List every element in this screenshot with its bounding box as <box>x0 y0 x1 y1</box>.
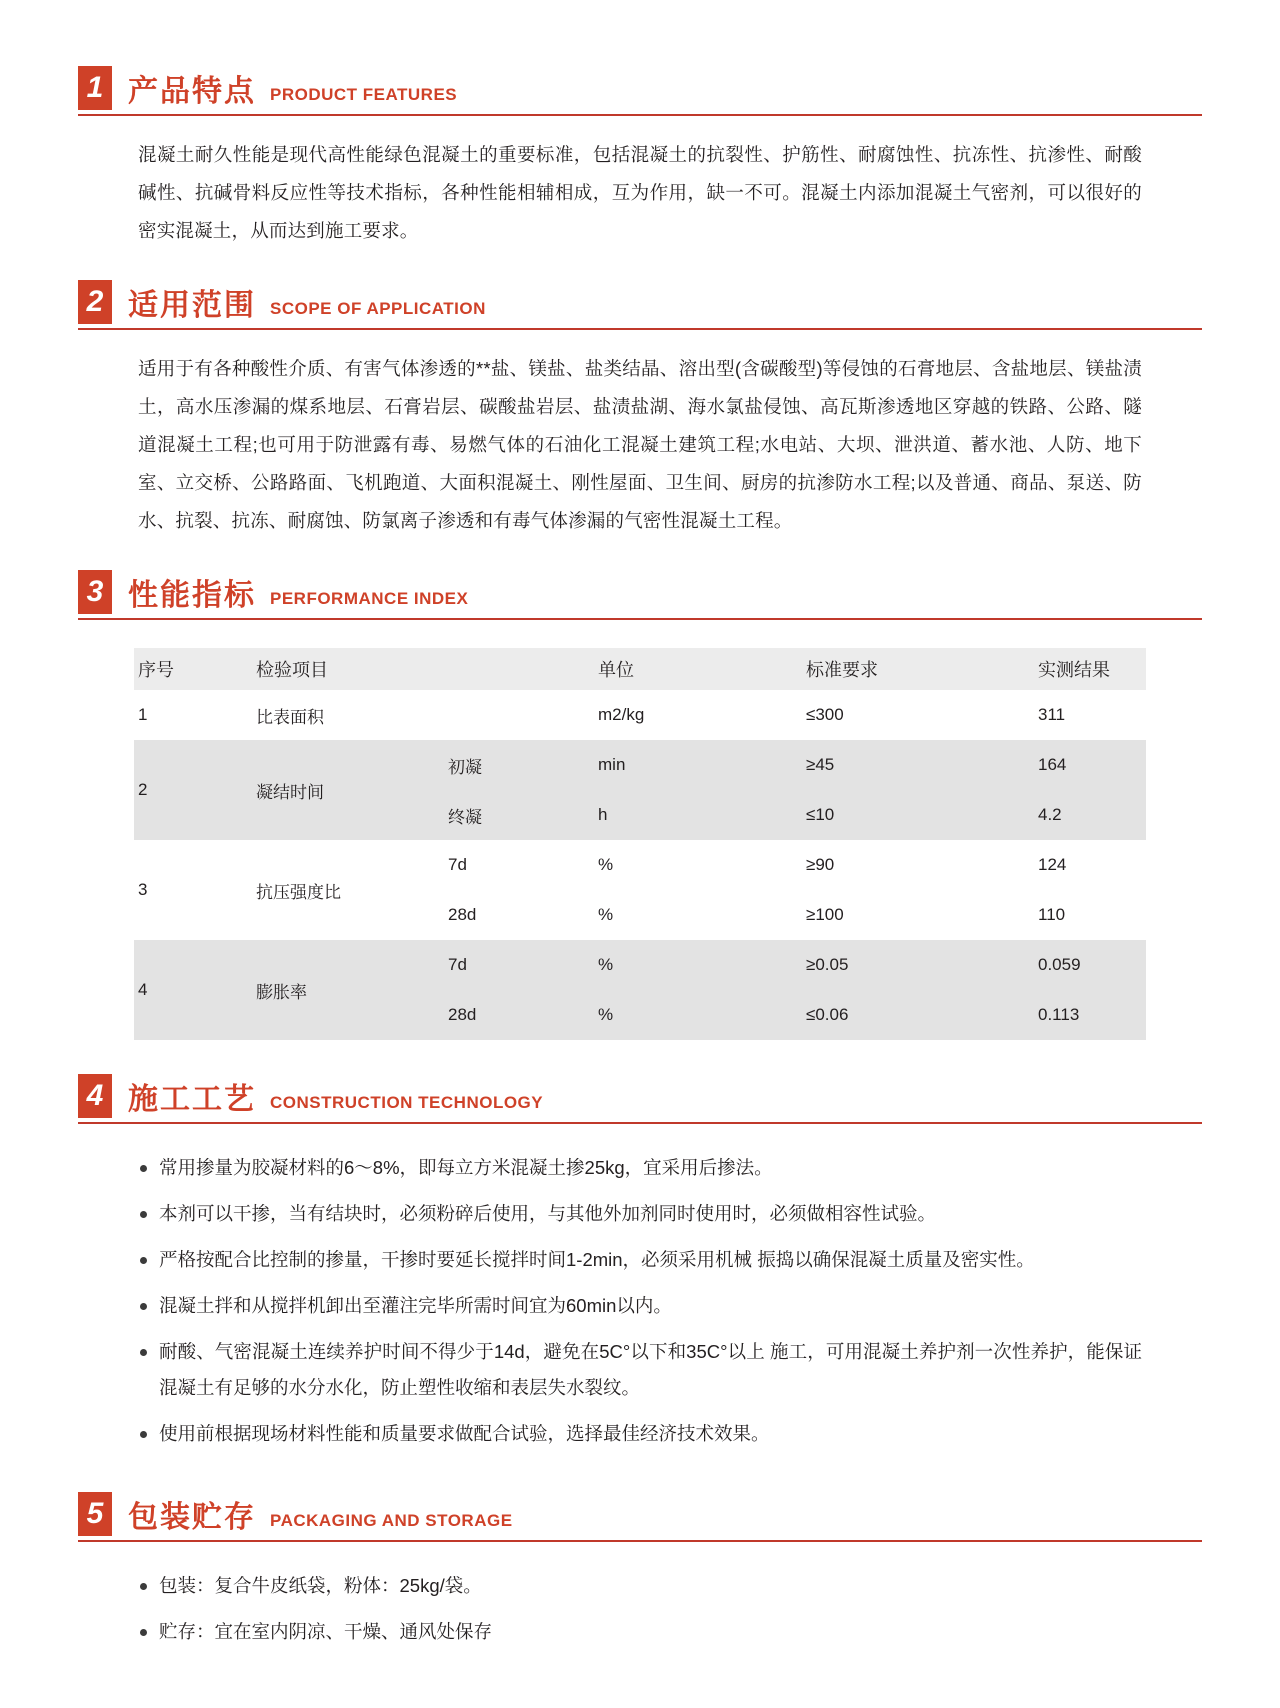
cell-sub: 初凝 <box>444 740 594 790</box>
bullet-dot-icon <box>140 1211 147 1218</box>
list-item <box>140 1242 1142 1278</box>
section-number-badge: 4 <box>78 1074 112 1118</box>
bullet-dot-icon <box>140 1629 147 1636</box>
col-header-item: 检验项目 <box>252 648 594 690</box>
cell-item: 抗压强度比 <box>252 840 444 940</box>
section-title-en: PRODUCT FEATURES <box>270 85 458 104</box>
table-row <box>134 840 1146 890</box>
product-features-paragraph: 混凝土耐久性能是现代高性能绿色混凝土的重要标准，包括混凝土的抗裂性、护筋性、耐腐蚀性、抗冻性、抗渗性、耐酸碱性、抗碱骨料反应性等技术指标，各种性能相辅相成，互为作用，缺一不可。混凝土内添加混凝土气密剂，可以很好的密实混凝土，从而达到施工要求。 <box>138 144 1142 241</box>
section-number-badge: 3 <box>78 570 112 614</box>
list-item-text: 本剂可以干掺，当有结块时，必须粉碎后使用，与其他外加剂同时使用时，必须做相容性试验。 <box>159 1203 937 1224</box>
cell-unit: % <box>594 940 802 990</box>
table-row <box>134 690 1146 740</box>
list-item <box>140 1614 1142 1650</box>
cell-result: 124 <box>1034 840 1146 890</box>
section-heading-construction-technology <box>78 1074 1202 1124</box>
bullet-dot-icon <box>140 1583 147 1590</box>
section-heading-scope-of-application <box>78 280 1202 330</box>
bullet-dot-icon <box>140 1431 147 1438</box>
scope-of-application-paragraph: 适用于有各种酸性介质、有害气体渗透的**盐、镁盐、盐类结晶、溶出型(含碳酸型)等侵蚀的石膏地层、含盐地层、镁盐渍土，高水压渗漏的煤系地层、石膏岩层、碳酸盐岩层、盐渍盐湖、海水氯盐侵蚀、高瓦斯渗透地区穿越的铁路、公路、隧道混凝土工程;也可用于防泄露有毒、易燃气体的石油化工混凝土建筑工程;水电站、大坝、泄洪道、蓄水池、人防、地下室、立交桥、公路路面、飞机跑道、大面积混凝土、刚性屋面、卫生间、厨房的抗渗防水工程;以及普通、商品、泵送、防水、抗裂、抗冻、耐腐蚀、防氯离子渗透和有毒气体渗漏的气密性混凝土工程。 <box>138 358 1142 531</box>
cell-result: 164 <box>1034 740 1146 790</box>
packaging-bullet-list <box>78 1546 1202 1650</box>
cell-unit: h <box>594 790 802 840</box>
section-number-badge: 5 <box>78 1492 112 1536</box>
list-item <box>140 1334 1142 1406</box>
table-row <box>134 740 1146 790</box>
section-title-en: PACKAGING AND STORAGE <box>270 1511 513 1530</box>
list-item <box>140 1416 1142 1452</box>
col-header-unit: 单位 <box>594 648 802 690</box>
cell-unit: % <box>594 990 802 1040</box>
cell-standard: ≥90 <box>802 840 1034 890</box>
page-bottom-spacer <box>78 1660 1202 1678</box>
cell-sub <box>444 690 594 740</box>
cell-result: 0.059 <box>1034 940 1146 990</box>
list-item-text: 贮存：宜在室内阴凉、干燥、通风处保存 <box>159 1621 493 1642</box>
cell-standard: ≤0.06 <box>802 990 1034 1040</box>
cell-unit: m2/kg <box>594 690 802 740</box>
col-header-result: 实测结果 <box>1034 648 1146 690</box>
cell-standard: ≥45 <box>802 740 1034 790</box>
performance-index-table <box>134 648 1146 1040</box>
section-title-cn: 产品特点 <box>128 75 256 108</box>
table-header-row <box>134 648 1146 690</box>
section-number-badge: 1 <box>78 66 112 110</box>
table-body <box>134 690 1146 1040</box>
cell-item: 膨胀率 <box>252 940 444 1040</box>
cell-sub: 28d <box>444 990 594 1040</box>
cell-item: 比表面积 <box>252 690 444 740</box>
cell-result: 311 <box>1034 690 1146 740</box>
section-title-en: SCOPE OF APPLICATION <box>270 299 486 318</box>
col-header-no: 序号 <box>134 648 252 690</box>
bullet-dot-icon <box>140 1303 147 1310</box>
bullet-dot-icon <box>140 1165 147 1172</box>
list-item-text: 常用掺量为胶凝材料的6～8%，即每立方米混凝土掺25kg，宜采用后掺法。 <box>159 1157 773 1178</box>
section-title-cn: 施工工艺 <box>128 1083 256 1116</box>
section-title-cn: 性能指标 <box>128 579 256 612</box>
cell-result: 4.2 <box>1034 790 1146 840</box>
cell-standard: ≤300 <box>802 690 1034 740</box>
section-heading-product-features <box>78 66 1202 116</box>
list-item-text: 严格按配合比控制的掺量，干掺时要延长搅拌时间1-2min，必须采用机械 振捣以确保混凝土质量及密实性。 <box>159 1249 1035 1270</box>
cell-sub: 终凝 <box>444 790 594 840</box>
bullet-dot-icon <box>140 1257 147 1264</box>
cell-result: 0.113 <box>1034 990 1146 1040</box>
cell-result: 110 <box>1034 890 1146 940</box>
section-title-cn: 适用范围 <box>128 289 256 322</box>
bullet-dot-icon <box>140 1349 147 1356</box>
cell-unit: % <box>594 890 802 940</box>
table-header <box>134 648 1146 690</box>
cell-sub: 7d <box>444 840 594 890</box>
cell-no: 2 <box>134 740 252 840</box>
construction-bullet-list <box>78 1128 1202 1452</box>
cell-no: 3 <box>134 840 252 940</box>
cell-unit: min <box>594 740 802 790</box>
list-item <box>140 1196 1142 1232</box>
section-heading-packaging-and-storage <box>78 1492 1202 1542</box>
performance-table-wrapper <box>78 624 1202 1040</box>
section-number-badge: 2 <box>78 280 112 324</box>
cell-standard: ≥0.05 <box>802 940 1034 990</box>
cell-standard: ≤10 <box>802 790 1034 840</box>
cell-sub: 28d <box>444 890 594 940</box>
cell-unit: % <box>594 840 802 890</box>
section-title-en: PERFORMANCE INDEX <box>270 589 469 608</box>
list-item-text: 使用前根据现场材料性能和质量要求做配合试验，选择最佳经济技术效果。 <box>159 1423 770 1444</box>
table-row <box>134 940 1146 990</box>
list-item <box>140 1288 1142 1324</box>
list-item-text: 耐酸、气密混凝土连续养护时间不得少于14d，避免在5C°以下和35C°以上 施工，可用混凝土养护剂一次性养护，能保证混凝土有足够的水分水化，防止塑性收缩和表层失水裂纹。 <box>159 1341 1142 1398</box>
list-item <box>140 1568 1142 1604</box>
cell-no: 4 <box>134 940 252 1040</box>
section-heading-performance-index <box>78 570 1202 620</box>
list-item-text: 混凝土拌和从搅拌机卸出至灌注完毕所需时间宜为60min以内。 <box>159 1295 672 1316</box>
section-title-en: CONSTRUCTION TECHNOLOGY <box>270 1093 544 1112</box>
cell-standard: ≥100 <box>802 890 1034 940</box>
list-item <box>140 1150 1142 1186</box>
cell-sub: 7d <box>444 940 594 990</box>
cell-item: 凝结时间 <box>252 740 444 840</box>
section-title-cn: 包装贮存 <box>128 1501 256 1534</box>
cell-no: 1 <box>134 690 252 740</box>
list-item-text: 包装：复合牛皮纸袋，粉体：25kg/袋。 <box>159 1575 482 1596</box>
col-header-standard: 标准要求 <box>802 648 1034 690</box>
